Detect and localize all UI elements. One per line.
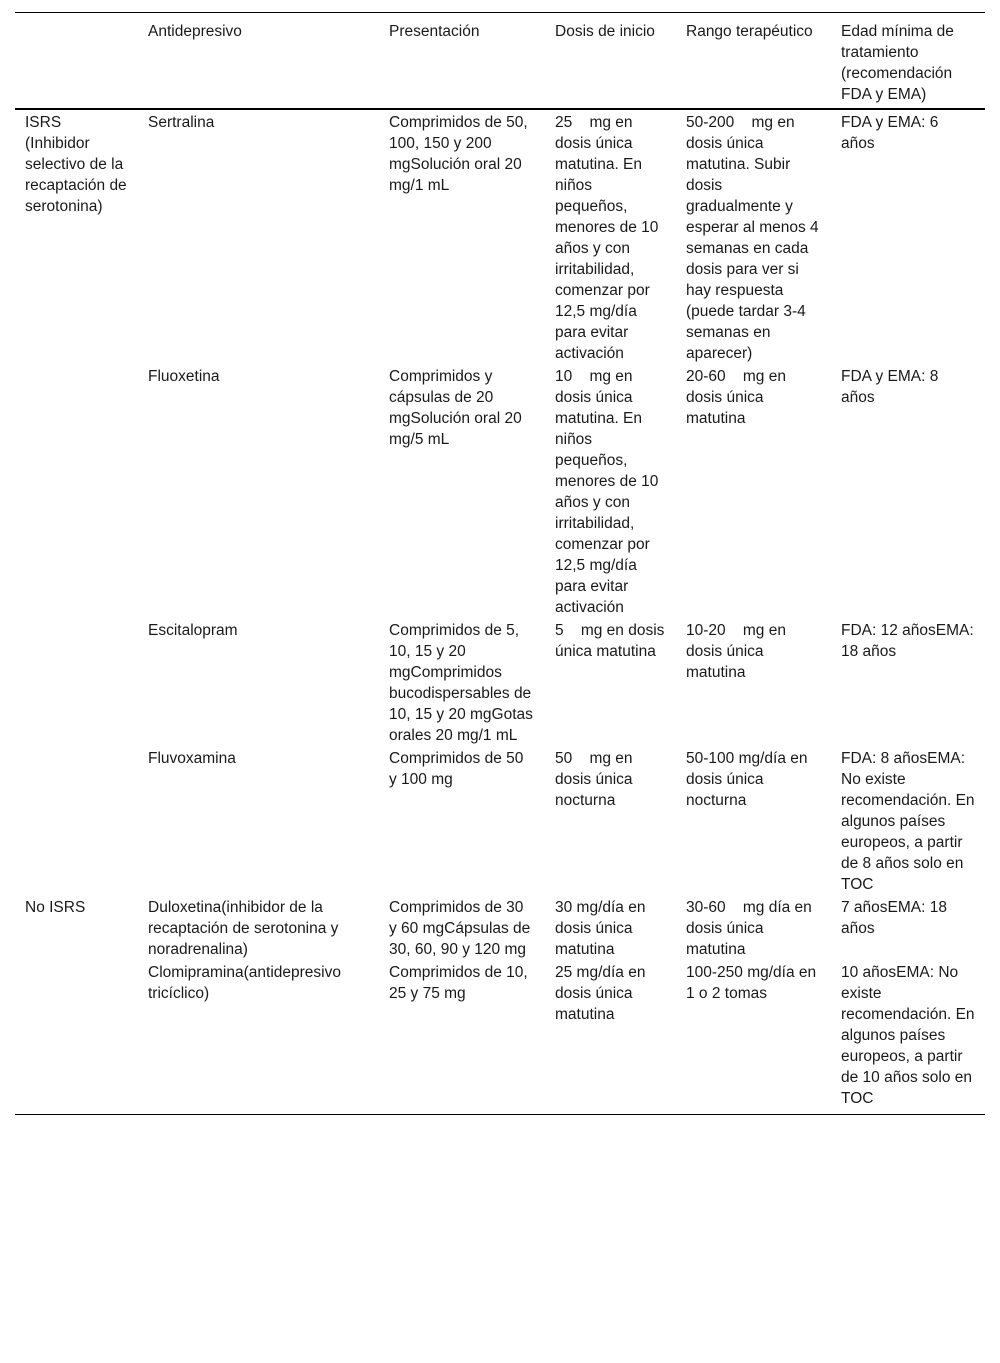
table-row xyxy=(15,365,985,619)
start-dose-cell: 25 mg/día en dosis única matutina xyxy=(555,964,650,1023)
drug-cell: Escitalopram xyxy=(148,622,238,639)
table-row xyxy=(15,896,985,961)
range-cell: 50-200 mg en dosis única matutina. Subir dosis gradualmente y esperar al menos 4 semanas en cada dosis para ver si hay respuesta (puede tardar 3-4 semanas en aparecer) xyxy=(686,114,823,362)
drug-cell: Duloxetina(inhibidor de la recaptación de serotonina y noradrenalina) xyxy=(148,899,343,958)
header-dosis-inicio: Dosis de inicio xyxy=(555,23,655,40)
group-cell xyxy=(15,747,138,896)
start-dose-cell: 25 mg en dosis única matutina. En niños pequeños, menores de 10 años y con irritabilidad, comenzar por 12,5 mg/día para evitar activación xyxy=(555,114,663,362)
presentation-cell: Comprimidos de 30 y 60 mgCápsulas de 30, 60, 90 y 120 mg xyxy=(389,899,535,958)
drug-cell: Sertralina xyxy=(148,114,215,131)
header-group xyxy=(15,13,138,110)
presentation-cell: Comprimidos de 10, 25 y 75 mg xyxy=(389,964,533,1002)
start-dose-cell: 50 mg en dosis única nocturna xyxy=(555,750,637,809)
group-cell: No ISRS xyxy=(25,899,86,916)
range-cell: 10-20 mg en dosis única matutina xyxy=(686,622,791,681)
range-cell: 30-60 mg día en dosis única matutina xyxy=(686,899,817,958)
start-dose-cell: 5 mg en dosis única matutina xyxy=(555,622,669,660)
header-row xyxy=(15,13,985,110)
table-row xyxy=(15,961,985,1115)
table-row xyxy=(15,109,985,365)
range-cell: 50-100 mg/día en dosis única nocturna xyxy=(686,750,812,809)
header-presentacion: Presentación xyxy=(389,23,480,40)
min-age-cell: 10 añosEMA: No existe recomendación. En algunos países europeos, a partir de 10 años solo en TOC xyxy=(841,964,979,1107)
min-age-cell: FDA y EMA: 6 años xyxy=(841,114,943,152)
drug-cell: Fluoxetina xyxy=(148,368,220,385)
start-dose-cell: 30 mg/día en dosis única matutina xyxy=(555,899,650,958)
presentation-cell: Comprimidos de 50, 100, 150 y 200 mgSolución oral 20 mg/1 mL xyxy=(389,114,533,194)
range-cell: 20-60 mg en dosis única matutina xyxy=(686,368,791,427)
presentation-cell: Comprimidos de 50 y 100 mg xyxy=(389,750,528,788)
table-body xyxy=(15,109,985,1115)
range-cell: 100-250 mg/día en 1 o 2 tomas xyxy=(686,964,821,1002)
antidepressant-table xyxy=(15,12,985,1115)
group-cell xyxy=(15,619,138,747)
table-row xyxy=(15,747,985,896)
min-age-cell: FDA: 8 añosEMA: No existe recomendación. En algunos países europeos, a partir de 8 años solo en TOC xyxy=(841,750,979,893)
min-age-cell: 7 añosEMA: 18 años xyxy=(841,899,952,937)
header-antidepresivo: Antidepresivo xyxy=(148,23,242,40)
start-dose-cell: 10 mg en dosis única matutina. En niños pequeños, menores de 10 años y con irritabilidad, comenzar por 12,5 mg/día para evitar activación xyxy=(555,368,663,616)
table-header xyxy=(15,13,985,110)
presentation-cell: Comprimidos y cápsulas de 20 mgSolución oral 20 mg/5 mL xyxy=(389,368,527,448)
table-row xyxy=(15,619,985,747)
drug-cell: Clomipramina(antidepresivo tricíclico) xyxy=(148,964,346,1002)
group-cell xyxy=(15,365,138,619)
presentation-cell: Comprimidos de 5, 10, 15 y 20 mgComprimidos bucodispersables de 10, 15 y 20 mgGotas orales 20 mg/1 mL xyxy=(389,622,538,744)
header-rango-terapeutico: Rango terapéutico xyxy=(686,23,813,40)
min-age-cell: FDA y EMA: 8 años xyxy=(841,368,943,406)
drug-cell: Fluvoxamina xyxy=(148,750,236,767)
group-cell: ISRS (Inhibidor selectivo de la recaptación de serotonina) xyxy=(25,114,131,215)
min-age-cell: FDA: 12 añosEMA: 18 años xyxy=(841,622,978,660)
group-cell xyxy=(15,961,138,1115)
header-edad-minima: Edad mínima de tratamiento (recomendación FDA y EMA) xyxy=(841,23,959,103)
